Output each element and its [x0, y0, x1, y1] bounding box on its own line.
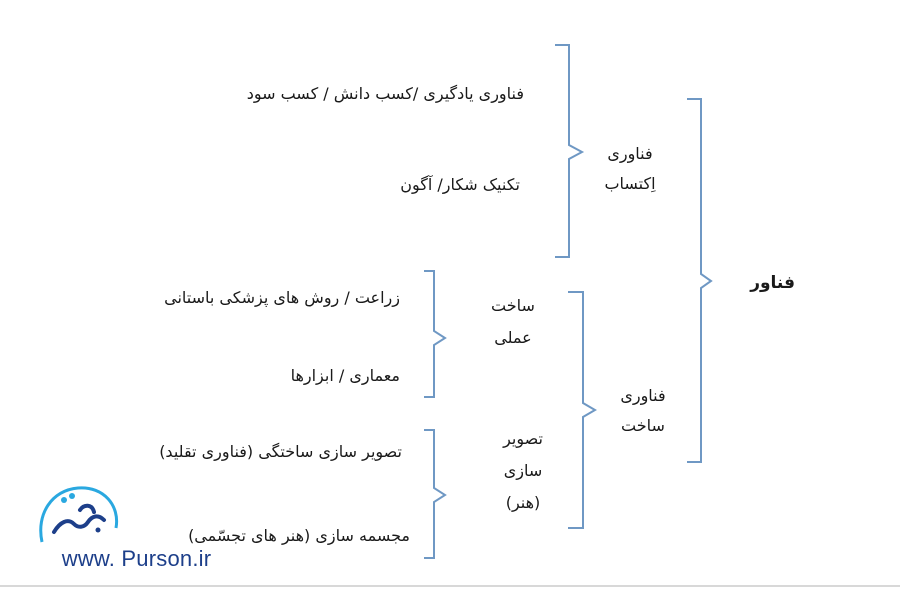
practical-label-line2: عملی: [494, 328, 532, 347]
imaging-label-line3: (هنر): [505, 493, 541, 512]
purson-logo: [34, 484, 239, 576]
logo-url: www. Purson.ir: [34, 546, 239, 572]
acquisition-item-1: فناوری یادگیری /کسب دانش / کسب سود: [246, 84, 524, 103]
making-label: [603, 385, 683, 437]
making-label-line2: ساخت: [621, 416, 665, 435]
imaging-bracket: [424, 430, 445, 558]
making-bracket: [568, 292, 595, 528]
root-bracket: [687, 99, 711, 462]
imaging-label-line2: سازی: [503, 461, 543, 480]
acquisition-label-line2: اِکتساب: [604, 174, 656, 193]
imaging-item-1: تصویر سازی ساختگی (فناوری تقلید): [159, 442, 402, 461]
practical-bracket: [424, 271, 445, 397]
practical-item-2: معماری / ابزارها: [290, 366, 400, 385]
imaging-label-line1: تصویر: [503, 429, 543, 448]
root-label: فناور: [750, 273, 795, 293]
acquisition-bracket: [555, 45, 582, 257]
imaging-item-2: مجسمه سازی (هنر های تجسّمی): [188, 526, 410, 545]
acquisition-item-2: تکنیک شکار/ آگون: [400, 175, 520, 194]
bottom-divider: [0, 585, 900, 587]
imaging-label: [488, 428, 558, 514]
practical-label-line1: ساخت: [491, 296, 535, 315]
practical-label: [478, 295, 548, 349]
acquisition-label: [590, 143, 670, 195]
acquisition-label-line1: فناوری: [607, 144, 653, 163]
practical-item-1: زراعت / روش های پزشکی باستانی: [164, 288, 400, 307]
making-label-line1: فناوری: [620, 386, 666, 405]
purson-logo-icon: [34, 484, 239, 546]
